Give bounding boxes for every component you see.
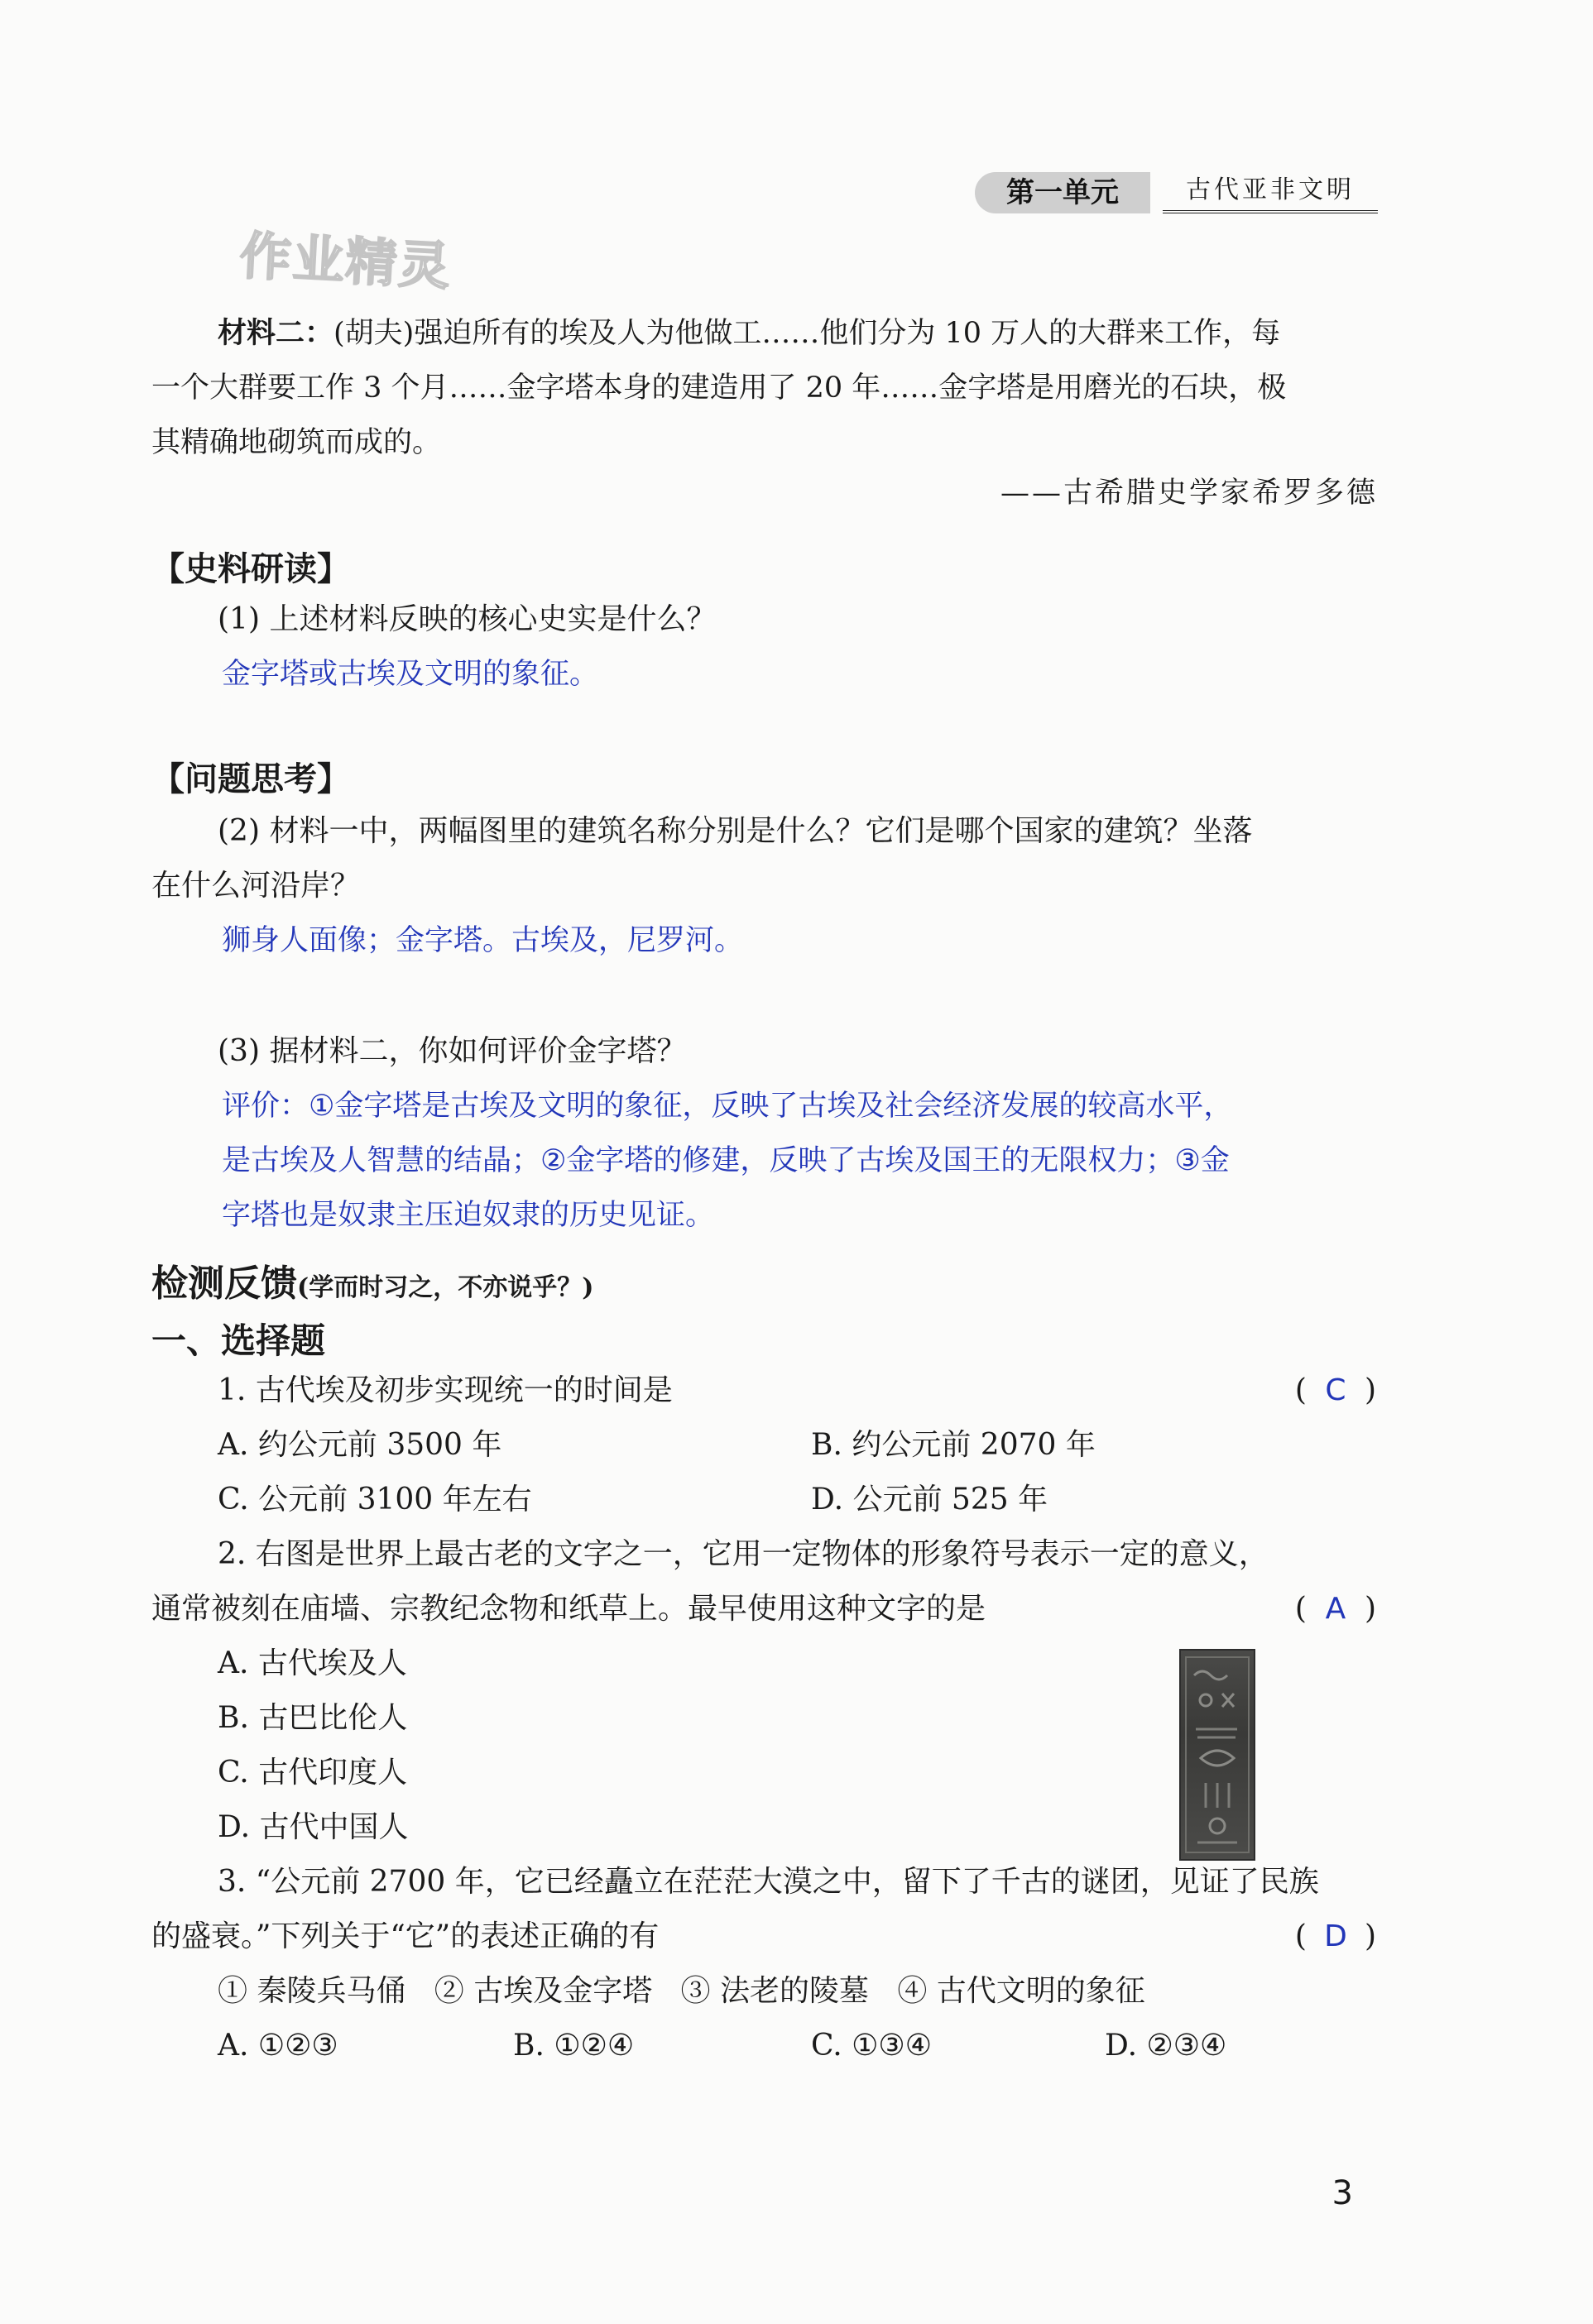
- hieroglyph-image: [1179, 1649, 1255, 1861]
- material2-lead: 材料二：: [218, 316, 334, 350]
- answer-1: 金字塔或古埃及文明的象征。: [222, 658, 599, 691]
- mc-q2-option-b: B. 古巴比伦人: [218, 1701, 408, 1735]
- mc-q2-option-c: C. 古代印度人: [218, 1756, 408, 1790]
- mc-question-1-answer: ( C ): [1295, 1363, 1376, 1418]
- unit-name: 古代亚非文明: [1163, 170, 1378, 213]
- feedback-title-text: 检测反馈: [151, 1263, 297, 1305]
- choice-heading: 一、选择题: [151, 1320, 326, 1361]
- question-3-text: (3) 据材料二，你如何评价金字塔？: [218, 1034, 687, 1068]
- mc-q3-option-d: D. ②③④: [1105, 2029, 1227, 2063]
- mc-q1-option-c: C. 公元前 3100 年左右: [218, 1483, 532, 1517]
- mc-q2-option-a: A. 古代埃及人: [218, 1646, 407, 1680]
- watermark-logo: 作业精灵: [238, 225, 453, 297]
- mc-q2-option-d: D. 古代中国人: [218, 1810, 409, 1844]
- mc-question-2-stem: 2. 右图是世界上最古老的文字之一，它用一定物体的形象符号表示一定的意义，: [218, 1537, 1269, 1571]
- mc-question-3-stem-cont: 的盛衰。”下列关于“它”的表述正确的有: [151, 1919, 660, 1953]
- question-2-cont: 在什么河沿岸？: [151, 869, 361, 903]
- material2-line2: 一个大群要工作 3 个月……金字塔本身的建造用了 20 年……金字塔是用磨光的石块，极: [151, 371, 1287, 405]
- mc-q3-option-a: A. ①②③: [218, 2029, 338, 2063]
- mc-q3-option-b: B. ①②④: [513, 2029, 635, 2063]
- mc-q1-option-a: A. 约公元前 3500 年: [218, 1428, 502, 1462]
- unit-label-tab: 第一单元: [975, 172, 1150, 213]
- mc-answer-letter: A: [1325, 1592, 1346, 1626]
- answer-2: 狮身人面像；金字塔。古埃及，尼罗河。: [222, 924, 744, 957]
- question-2: [151, 804, 1378, 859]
- material2-line1: [151, 306, 1378, 361]
- mc-answer-letter: D: [1324, 1919, 1347, 1953]
- study-heading: 【史料研读】: [151, 550, 350, 588]
- feedback-subtitle: (学而时习之，不亦说乎？): [297, 1273, 594, 1302]
- mc-q3-option-c: C. ①③④: [811, 2029, 932, 2063]
- mc-question-2-stem-cont: 通常被刻在庙墙、宗教纪念物和纸草上。最早使用这种文字的是: [151, 1592, 986, 1626]
- mc-answer-letter: C: [1325, 1373, 1346, 1407]
- material2-line3: 其精确地砌筑而成的。: [151, 426, 442, 459]
- question-1: [151, 592, 1378, 647]
- mc-q3-statements: ① 秦陵兵马俑 ② 古埃及金字塔 ③ 法老的陵墓 ④ 古代文明的象征: [218, 1974, 1145, 2008]
- answer-3-line2: 是古埃及人智慧的结晶；②金字塔的修建，反映了古埃及国王的无限权力；③金: [222, 1144, 1230, 1177]
- feedback-title: [151, 1253, 593, 1306]
- question-3: [151, 1024, 1378, 1079]
- material2-source: ——古希腊史学家希罗多德: [1000, 477, 1378, 510]
- page-number: 3: [1331, 2174, 1353, 2212]
- answer-3-line1: 评价：①金字塔是古埃及文明的象征，反映了古埃及社会经济发展的较高水平，: [222, 1090, 1233, 1123]
- mc-q1-option-b: B. 约公元前 2070 年: [811, 1428, 1096, 1462]
- answer-3-line3: 字塔也是奴隶主压迫奴隶的历史见证。: [222, 1199, 715, 1232]
- mc-question-3-stem: 3. “公元前 2700 年，它已经矗立在茫茫大漠之中，留下了千古的谜团，见证了民族: [218, 1865, 1319, 1899]
- mc-q1-option-d: D. 公元前 525 年: [811, 1483, 1048, 1517]
- question-2-text: (2) 材料一中，两幅图里的建筑名称分别是什么？它们是哪个国家的建筑？坐落: [218, 814, 1253, 848]
- mc-question-2-answer: ( A ): [1295, 1582, 1376, 1636]
- question-1-text: (1) 上述材料反映的核心史实是什么？: [218, 602, 717, 636]
- think-heading: 【问题思考】: [151, 760, 350, 798]
- material2-text1: (胡夫)强迫所有的埃及人为他做工……他们分为 10 万人的大群来工作，每: [333, 317, 1281, 350]
- mc-question-1-stem: 1. 古代埃及初步实现统一的时间是: [218, 1373, 673, 1407]
- mc-question-3-answer: ( D ): [1295, 1910, 1376, 1964]
